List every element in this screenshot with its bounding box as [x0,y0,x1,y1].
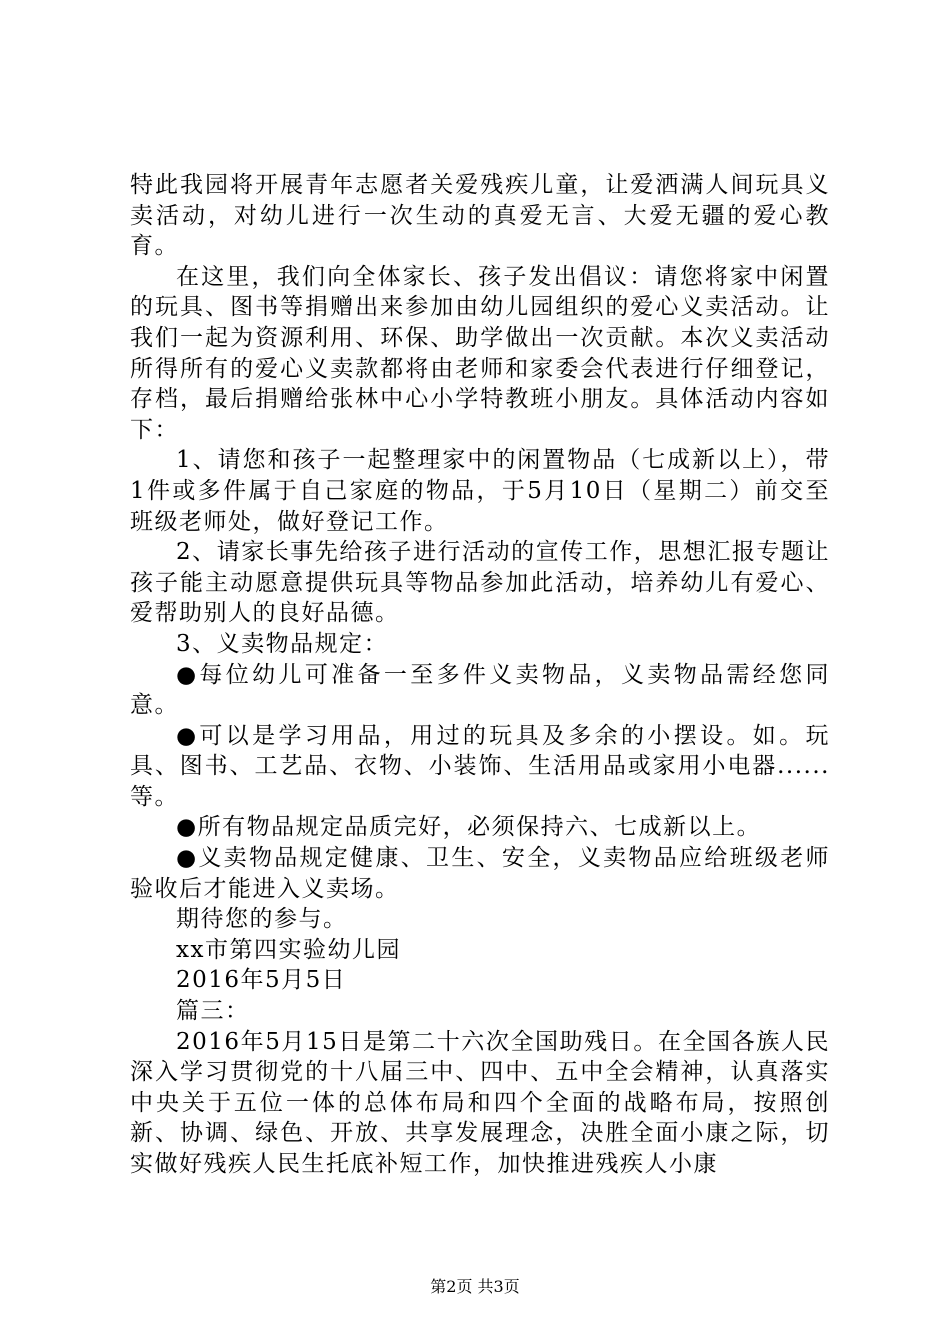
page-footer: 第2页 共3页 [430,1277,520,1296]
paragraph-proposal: 在这里，我们向全体家长、孩子发出倡议：请您将家中闲置的玩具、图书等捐赠出来参加由幼儿园组织的爱心义卖活动。让我们一起为资源利用、环保、助学做出一次贡献。本次义卖活动所得所有的爱心义卖款都将由老师和家委会代表进行仔细登记，存档，最后捐赠给张林中心小学特教班小朋友。具体活动内容如下： [130,263,830,443]
signature-date: 2016年5月5日 [176,967,347,994]
paragraph-item-1: 1、请您和孩子一起整理家中的闲置物品（七成新以上），带1件或多件属于自己家庭的物品，于5月10日（星期二）前交至班级老师处，做好登记工作。 [130,447,830,535]
paragraph-continuation: 特此我园将开展青年志愿者关爱残疾儿童，让爱洒满人间玩具义卖活动，对幼儿进行一次生动的真爱无言、大爱无疆的爱心教育。 [130,172,830,260]
signature-organization: xx市第四实验幼儿园 [176,936,401,963]
section-heading: 篇三： [176,998,250,1025]
paragraph-section-three: 2016年5月15日是第二十六次全国助残日。在全国各族人民深入学习贯彻党的十八届三中、四中、五中全会精神，认真落实中央关于五位一体的总体布局和四个全面的战略布局，按照创新、协调、绿色、开放、共享发展理念，决胜全面小康之际，切实做好残疾人民生托底补短工作，加快推进残疾人小康 [130,1028,830,1177]
bullet-item-4: ●义卖物品规定健康、卫生、安全，义卖物品应给班级老师验收后才能进入义卖场。 [130,845,830,902]
document-body [130,170,830,1180]
bullet-item-2: ●可以是学习用品，用过的玩具及多余的小摆设。如。玩具、图书、工艺品、衣物、小装饰、生活用品或家用小电器......等。 [130,722,830,810]
closing-line: 期待您的参与。 [176,906,348,933]
bullet-item-1: ●每位幼儿可准备一至多件义卖物品，义卖物品需经您同意。 [130,661,830,719]
paragraph-item-3: 3、义卖物品规定： [176,630,389,657]
bullet-item-3: ●所有物品规定品质完好，必须保持六、七成新以上。 [176,814,762,841]
paragraph-item-2: 2、请家长事先给孩子进行活动的宣传工作，思想汇报专题让孩子能主动愿意提供玩具等物品参加此活动，培养幼儿有爱心、爱帮助别人的良好品德。 [130,539,830,627]
